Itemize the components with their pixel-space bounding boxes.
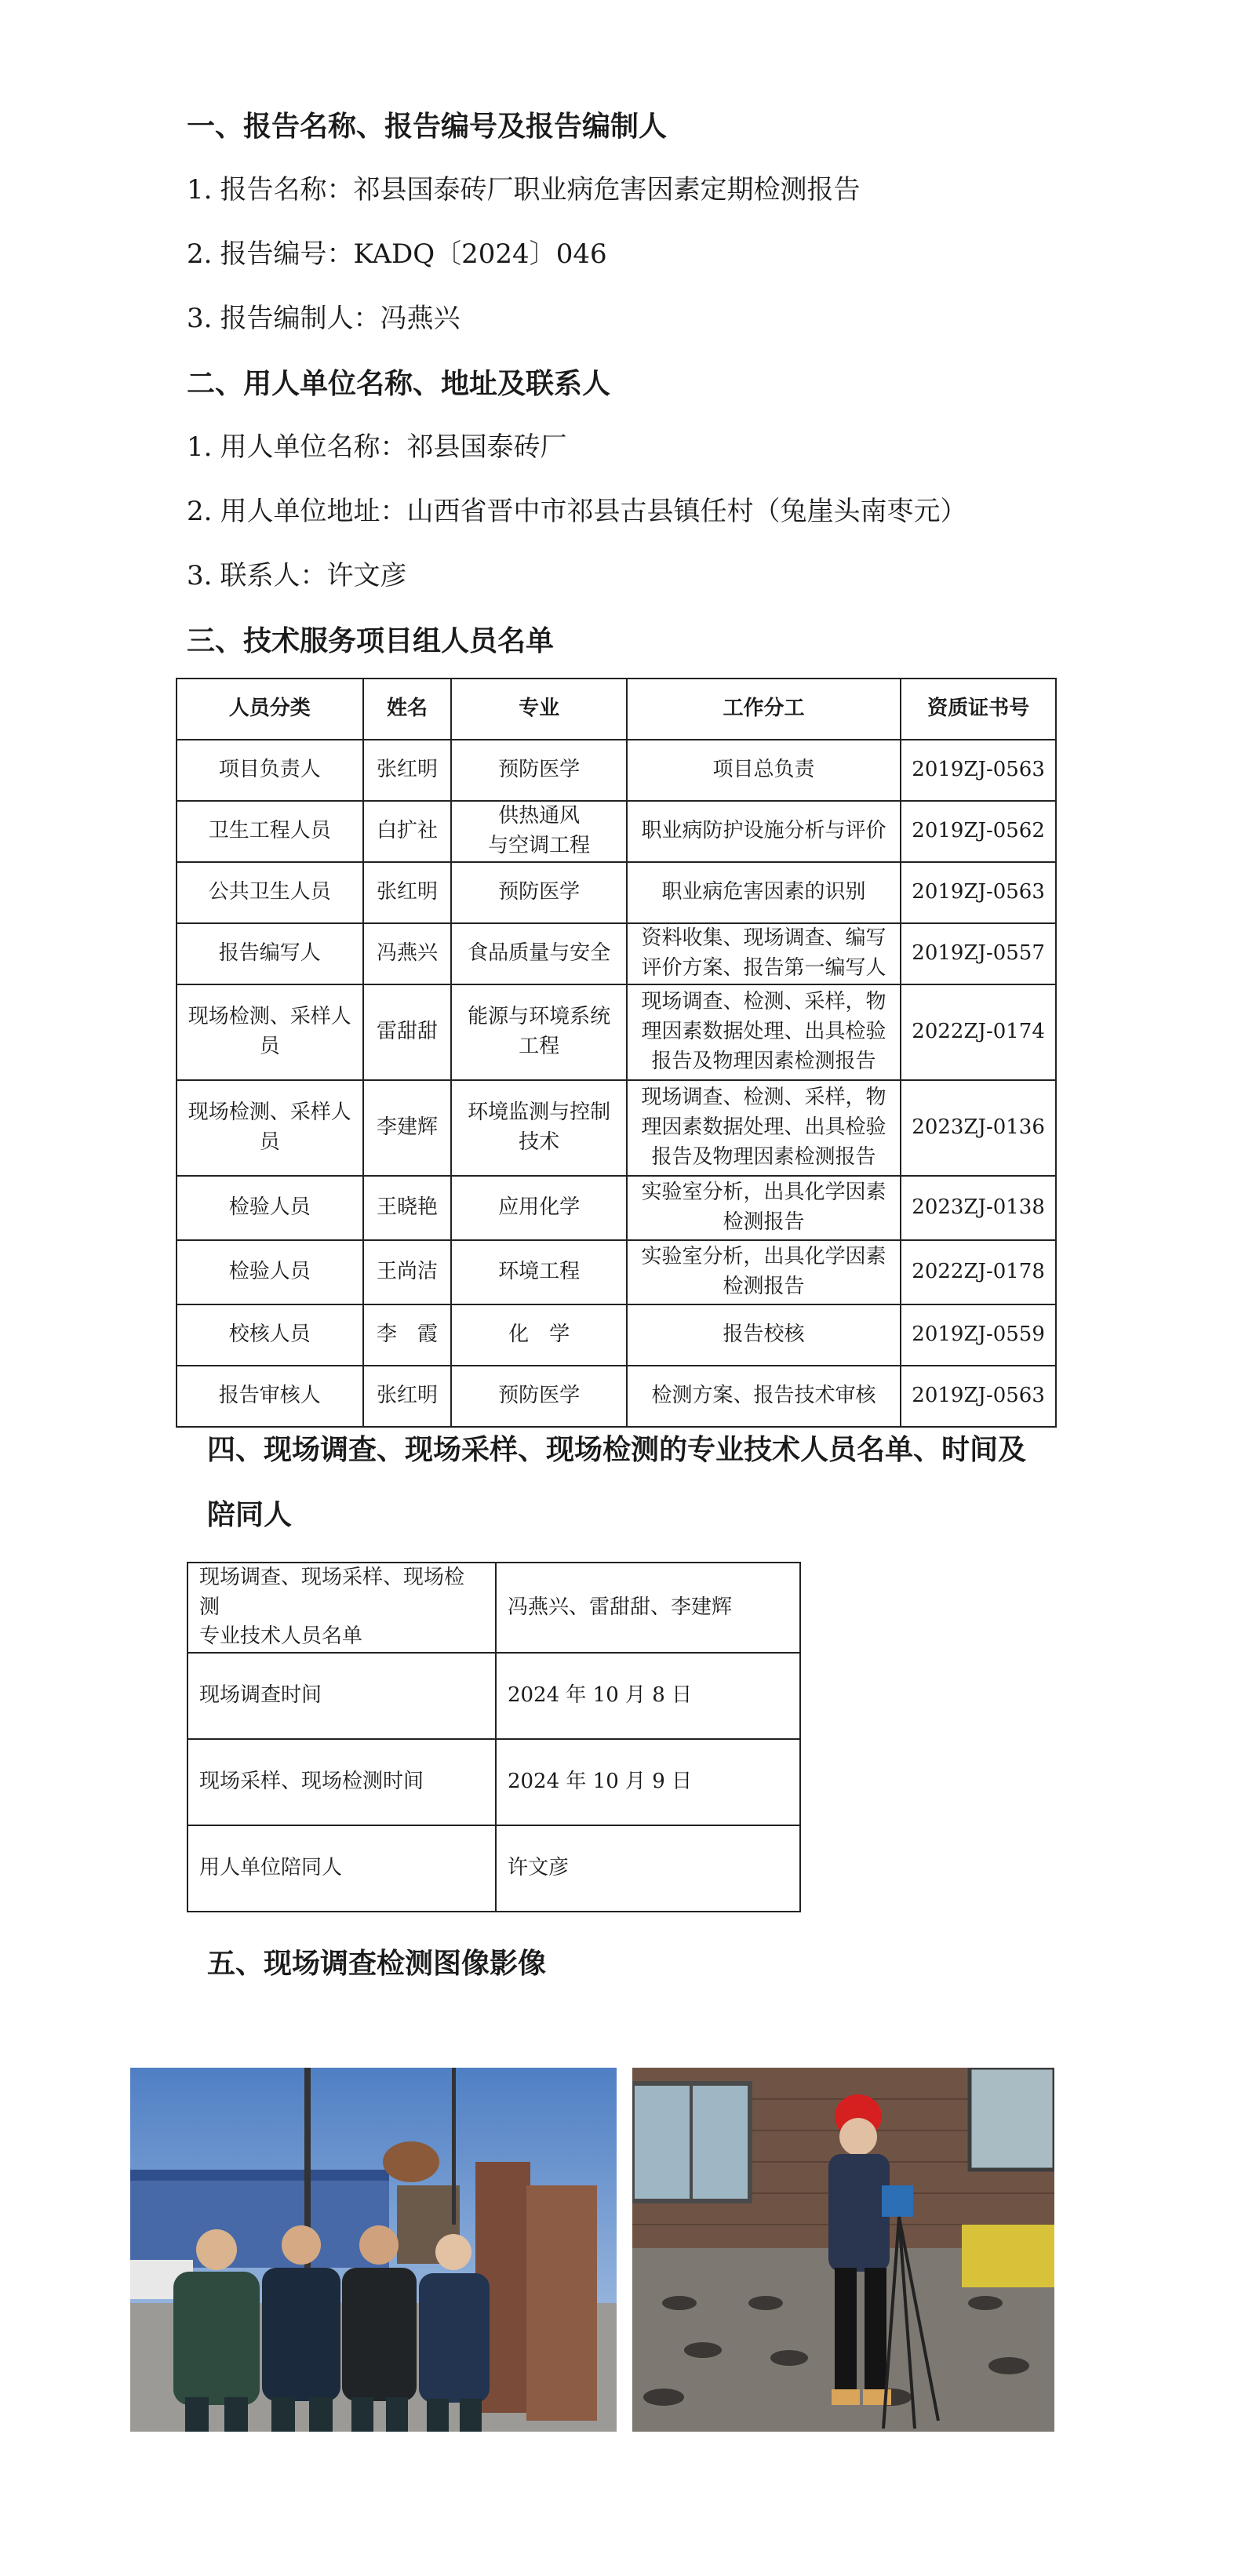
report-number-line: 2. 报告编号：KADQ〔2024〕046 [187,238,607,270]
staff-table-row [177,923,1056,984]
col-header-name: 姓名 [363,679,452,740]
survey-table [187,1562,801,1912]
staff-table-row [177,1304,1056,1366]
section5-heading: 五、现场调查检测图像影像 [207,1947,547,1980]
site-photo-measurement [632,2068,1054,2432]
staff-cell-certificate: 2023ZJ-0136 [901,1080,1056,1176]
staff-cell-category: 卫生工程人员 [177,801,363,862]
col-header-category: 人员分类 [177,679,363,740]
staff-cell-category: 公共卫生人员 [177,862,363,923]
staff-cell-major: 食品质量与安全 [451,923,627,984]
col-header-certificate: 资质证书号 [901,679,1056,740]
staff-cell-category: 项目负责人 [177,740,363,801]
employer-name-line: 1. 用人单位名称：祁县国泰砖厂 [187,431,567,463]
staff-cell-duty: 实验室分析，出具化学因素 检测报告 [627,1240,901,1304]
staff-cell-duty: 职业病危害因素的识别 [627,862,901,923]
staff-cell-certificate: 2019ZJ-0563 [901,740,1056,801]
staff-table-row [177,1240,1056,1304]
staff-cell-category: 报告审核人 [177,1366,363,1427]
report-name-line: 1. 报告名称：祁县国泰砖厂职业病危害因素定期检测报告 [187,174,861,206]
staff-cell-duty: 现场调查、检测、采样，物 理因素数据处理、出具检验 报告及物理因素检测报告 [627,984,901,1080]
staff-cell-major: 环境监测与控制 技术 [451,1080,627,1176]
survey-label-cell: 现场调查时间 [187,1653,496,1739]
col-header-duty: 工作分工 [627,679,901,740]
survey-value-cell: 2024 年 10 月 8 日 [496,1653,800,1739]
staff-cell-certificate: 2019ZJ-0563 [901,1366,1056,1427]
staff-cell-major: 能源与环境系统 工程 [451,984,627,1080]
staff-cell-name: 张红明 [363,862,452,923]
staff-cell-duty: 报告校核 [627,1304,901,1366]
staff-table-body [177,740,1056,1427]
survey-value-cell: 冯燕兴、雷甜甜、李建辉 [496,1563,800,1653]
section1-heading: 一、报告名称、报告编号及报告编制人 [187,110,668,143]
staff-cell-certificate: 2022ZJ-0178 [901,1240,1056,1304]
staff-cell-duty: 实验室分析，出具化学因素 检测报告 [627,1176,901,1240]
staff-cell-major: 供热通风 与空调工程 [451,801,627,862]
survey-label-cell: 用人单位陪同人 [187,1825,496,1912]
staff-cell-duty: 资料收集、现场调查、编写 评价方案、报告第一编写人 [627,923,901,984]
staff-cell-category: 报告编写人 [177,923,363,984]
staff-table [176,678,1057,1428]
section2-heading: 二、用人单位名称、地址及联系人 [187,367,611,400]
staff-cell-major: 预防医学 [451,1366,627,1427]
staff-table-row [177,862,1056,923]
staff-cell-major: 应用化学 [451,1176,627,1240]
section3-heading: 三、技术服务项目组人员名单 [187,624,555,657]
staff-cell-certificate: 2019ZJ-0559 [901,1304,1056,1366]
staff-table-header-row [177,679,1056,740]
staff-cell-name: 李建辉 [363,1080,452,1176]
survey-table-row [187,1739,800,1825]
survey-label-cell: 现场采样、现场检测时间 [187,1739,496,1825]
report-author-line: 3. 报告编制人：冯燕兴 [187,303,461,334]
staff-cell-name: 雷甜甜 [363,984,452,1080]
employer-address-line: 2. 用人单位地址：山西省晋中市祁县古县镇任村（兔崖头南枣元） [187,496,967,527]
survey-value-cell: 2024 年 10 月 9 日 [496,1739,800,1825]
staff-cell-duty: 项目总负责 [627,740,901,801]
section4-heading-line2: 陪同人 [207,1498,293,1531]
staff-cell-category: 现场检测、采样人 员 [177,984,363,1080]
staff-table-row [177,740,1056,801]
staff-table-row [177,1080,1056,1176]
staff-cell-category: 校核人员 [177,1304,363,1366]
staff-cell-duty: 现场调查、检测、采样，物 理因素数据处理、出具检验 报告及物理因素检测报告 [627,1080,901,1176]
staff-cell-name: 张红明 [363,740,452,801]
staff-cell-name: 李 霞 [363,1304,452,1366]
staff-cell-name: 冯燕兴 [363,923,452,984]
site-photo-group [130,2068,617,2432]
survey-table-body [187,1563,800,1912]
staff-cell-major: 预防医学 [451,740,627,801]
staff-table-row [177,801,1056,862]
staff-table-row [177,1366,1056,1427]
section4-heading-line1: 四、现场调查、现场采样、现场检测的专业技术人员名单、时间及 [207,1433,1027,1466]
survey-table-row [187,1825,800,1912]
staff-cell-certificate: 2022ZJ-0174 [901,984,1056,1080]
staff-cell-major: 环境工程 [451,1240,627,1304]
staff-cell-certificate: 2019ZJ-0562 [901,801,1056,862]
staff-cell-category: 现场检测、采样人 员 [177,1080,363,1176]
survey-label-cell: 现场调查、现场采样、现场检测 专业技术人员名单 [187,1563,496,1653]
staff-table-row [177,1176,1056,1240]
staff-cell-duty: 检测方案、报告技术审核 [627,1366,901,1427]
survey-table-row [187,1563,800,1653]
staff-cell-duty: 职业病防护设施分析与评价 [627,801,901,862]
contact-line: 3. 联系人：许文彦 [187,560,407,591]
staff-cell-major: 化 学 [451,1304,627,1366]
staff-cell-name: 白扩社 [363,801,452,862]
staff-table-row [177,984,1056,1080]
staff-cell-name: 王尚洁 [363,1240,452,1304]
staff-cell-major: 预防医学 [451,862,627,923]
col-header-major: 专业 [451,679,627,740]
staff-cell-category: 检验人员 [177,1240,363,1304]
staff-cell-name: 王晓艳 [363,1176,452,1240]
staff-cell-name: 张红明 [363,1366,452,1427]
staff-cell-certificate: 2023ZJ-0138 [901,1176,1056,1240]
survey-value-cell: 许文彦 [496,1825,800,1912]
staff-cell-certificate: 2019ZJ-0557 [901,923,1056,984]
staff-cell-certificate: 2019ZJ-0563 [901,862,1056,923]
survey-table-row [187,1653,800,1739]
staff-cell-category: 检验人员 [177,1176,363,1240]
